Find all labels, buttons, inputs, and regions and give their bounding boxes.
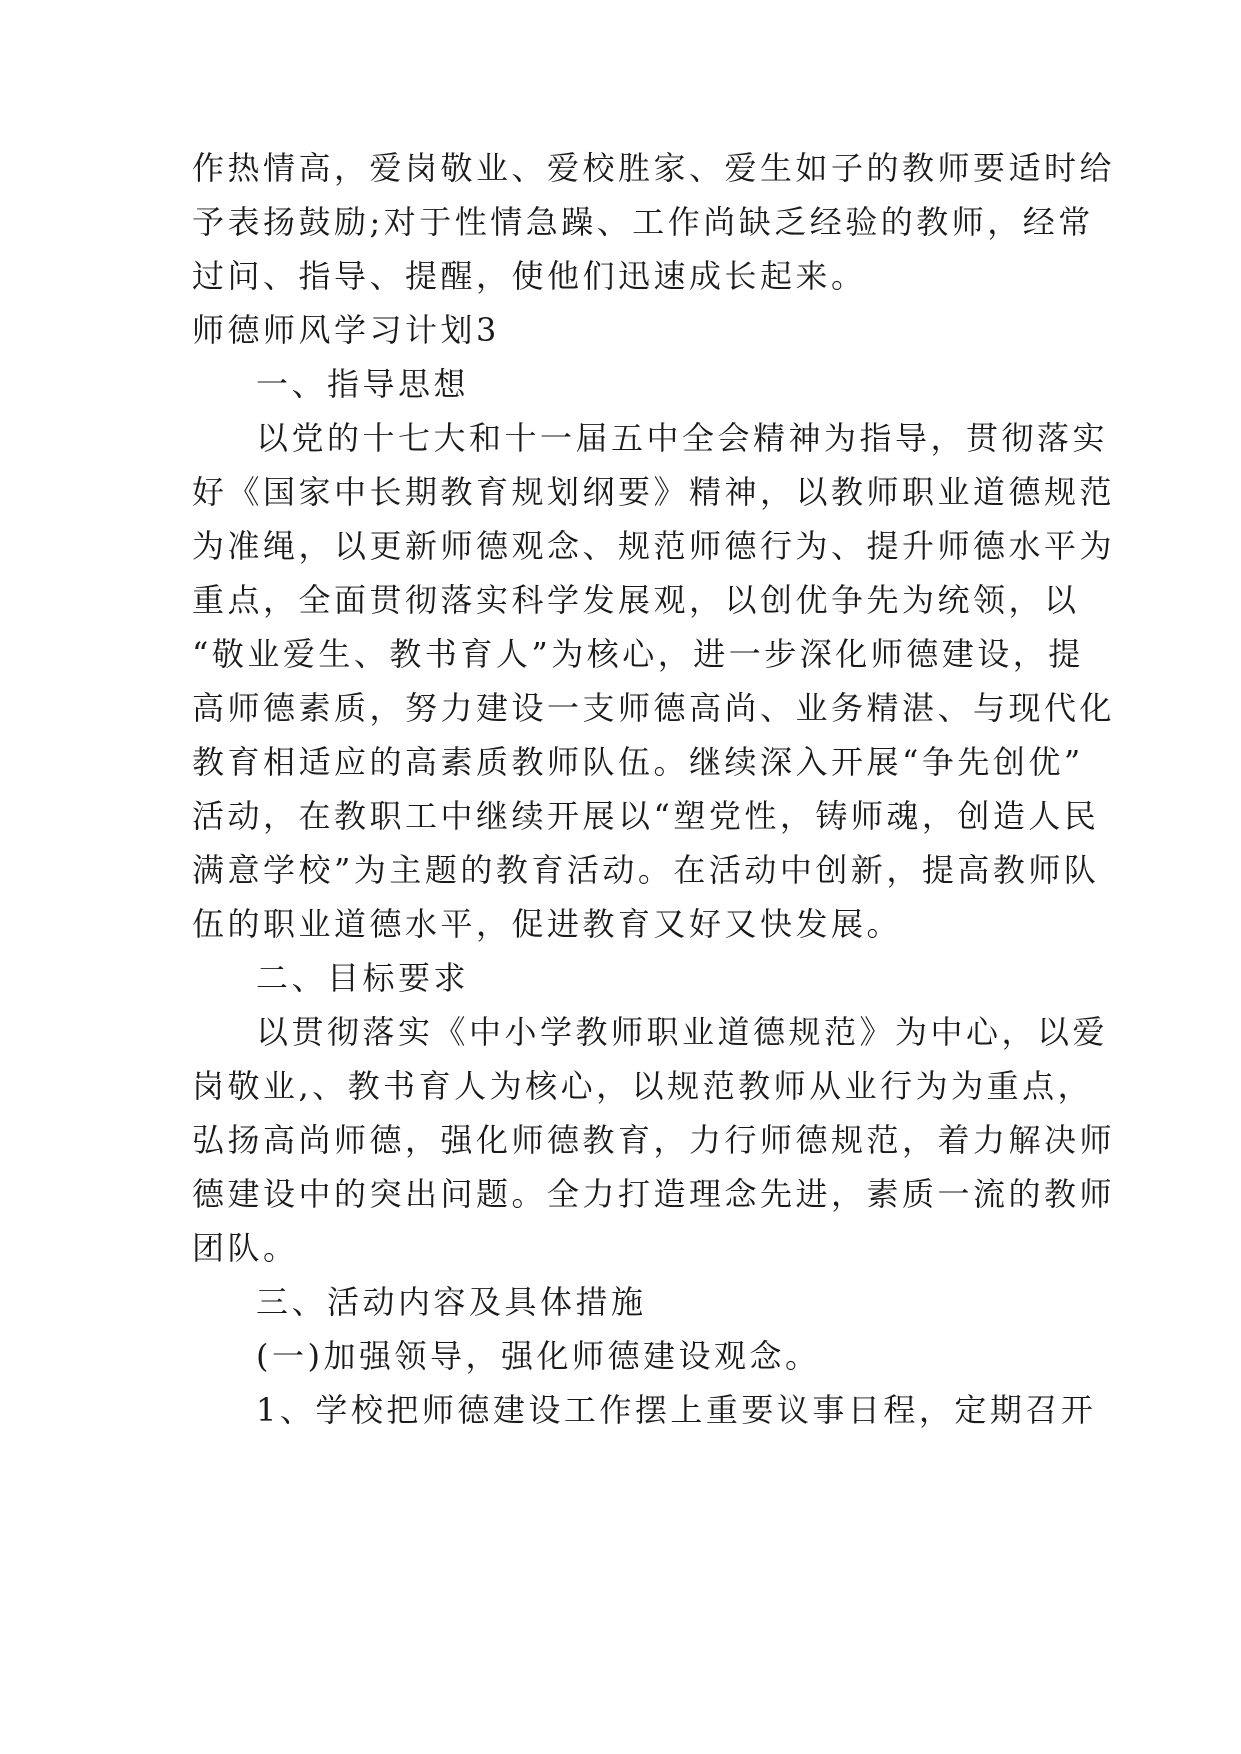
body-text-line: 高师德素质，努力建设一支师德高尚、业务精湛、与现代化 — [192, 689, 1116, 727]
body-text-line: 为准绳，以更新师德观念、规范师德行为、提升师德水平为 — [192, 527, 1116, 565]
body-text-line: 以党的十七大和十一届五中全会精神为指导，贯彻落实 — [256, 419, 1109, 457]
body-text-line: 过问、指导、提醒，使他们迅速成长起来。 — [192, 257, 867, 295]
body-text-line: 教育相适应的高素质教师队伍。继续深入开展“争先创优” — [192, 743, 1084, 781]
body-text-line: 重点，全面贯彻落实科学发展观，以创优争先为统领，以 — [192, 581, 1080, 619]
body-text-line: 好《国家中长期教育规划纲要》精神，以教师职业道德规范 — [192, 473, 1116, 511]
heading-activities: 三、活动内容及具体措施 — [256, 1283, 647, 1321]
heading-goals: 二、目标要求 — [256, 959, 470, 997]
subheading-leadership: (一)加强领导，强化师德建设观念。 — [256, 1337, 821, 1375]
body-text-line: 德建设中的突出问题。全力打造理念先进，素质一流的教师 — [192, 1175, 1116, 1213]
body-text-line: 满意学校”为主题的教育活动。在活动中创新，提高教师队 — [192, 851, 1100, 889]
body-text-line: 岗敬业,、教书育人为核心，以规范教师从业行为为重点， — [192, 1067, 1094, 1105]
body-text-line: 团队。 — [192, 1229, 299, 1267]
body-text-line: 1、学校把师德建设工作摆上重要议事日程，定期召开 — [256, 1391, 1097, 1429]
body-text-line: 作热情高，爱岗敬业、爱校胜家、爱生如子的教师要适时给 — [192, 149, 1116, 187]
section-title: 师德师风学习计划3 — [192, 311, 500, 349]
heading-guiding-ideology: 一、指导思想 — [256, 365, 470, 403]
body-text-line: 以贯彻落实《中小学教师职业道德规范》为中心，以爱 — [256, 1013, 1109, 1051]
body-text-line: 伍的职业道德水平，促进教育又好又快发展。 — [192, 905, 903, 943]
body-text-line: 活动，在教职工中继续开展以“塑党性，铸师魂，创造人民 — [192, 797, 1100, 835]
body-text-line: 弘扬高尚师德，强化师德教育，力行师德规范，着力解决师 — [192, 1121, 1116, 1159]
body-text-line: “敬业爱生、教书育人”为核心，进一步深化师德建设，提 — [192, 635, 1084, 673]
body-text-line: 予表扬鼓励;对于性情急躁、工作尚缺乏经验的教师，经常 — [192, 203, 1094, 241]
